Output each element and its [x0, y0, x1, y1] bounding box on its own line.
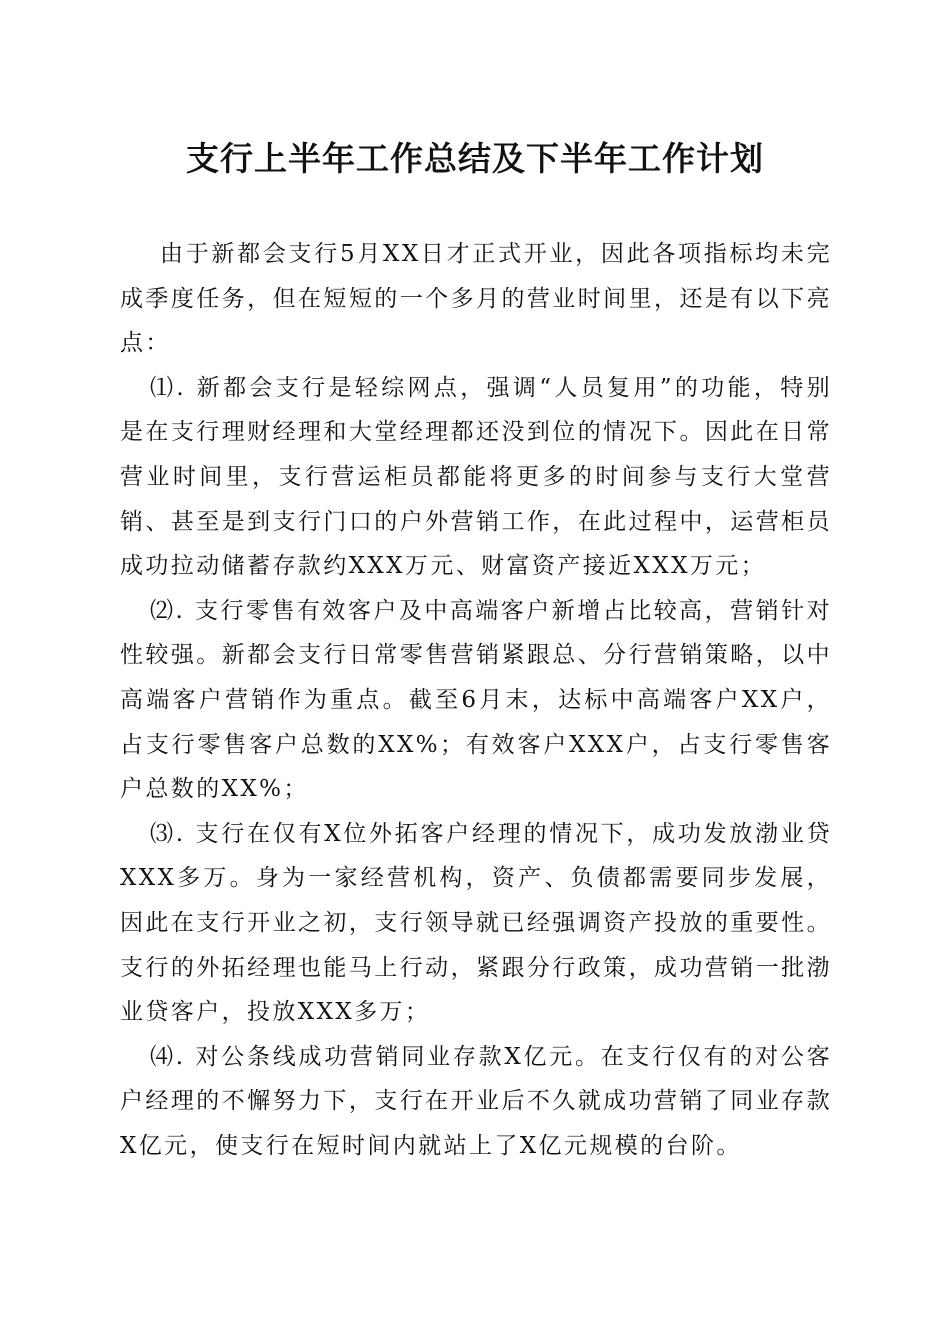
highlight-paragraph-4: ⑷. 对公条线成功营销同业存款X亿元。在支行仅有的对公客户经理的不懈努力下，支行在开业后不久就成功营销了同业存款X亿元，使支行在短时间内就站上了X亿元规模的台阶。: [120, 1043, 832, 1159]
intro-paragraph: 由于新都会支行5月XX日才正式开业，因此各项指标均未完成季度任务，但在短短的一个多月的营业时间里，还是有以下亮点：: [120, 241, 832, 357]
highlight-paragraph-2: ⑵. 支行零售有效客户及中高端客户新增占比较高，营销针对性较强。新都会支行日常零售营销紧跟总、分行营销策略，以中高端客户营销作为重点。截至6月末，达标中高端客户XX户，占支行零售客户总数的XX%；有效客户XXX户，占支行零售客户总数的XX%；: [120, 597, 832, 803]
page-title: 支行上半年工作总结及下半年工作计划: [186, 139, 764, 178]
document-body: [120, 232, 832, 1168]
highlight-paragraph-1: ⑴. 新都会支行是轻综网点，强调“人员复用”的功能，特别是在支行理财经理和大堂经理都还没到位的情况下。因此在日常营业时间里，支行营运柜员都能将更多的时间参与支行大堂营销、甚至是到支行门口的户外营销工作，在此过程中，运营柜员成功拉动储蓄存款约XXX万元、财富资产接近XXX万元；: [120, 374, 832, 580]
highlight-paragraph-3: ⑶. 支行在仅有X位外拓客户经理的情况下，成功发放渤业贷XXX多万。身为一家经营机构，资产、负债都需要同步发展，因此在支行开业之初，支行领导就已经强调资产投放的重要性。支行的外拓经理也能马上行动，紧跟分行政策，成功营销一批渤业贷客户，投放XXX多万；: [120, 820, 832, 1026]
